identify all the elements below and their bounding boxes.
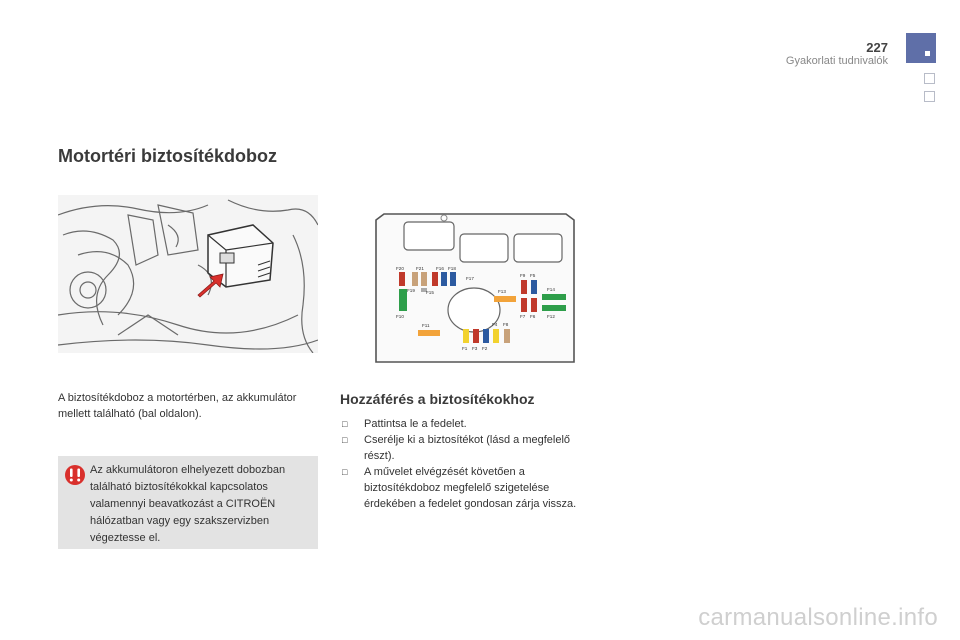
step-text: Cserélje ki a biztosítékot (lásd a megfelelő részt). xyxy=(364,434,571,462)
chapter-title: Gyakorlati tudnivalók xyxy=(785,55,888,67)
step-text: Pattintsa le a fedelet. xyxy=(364,418,467,430)
access-title: Hozzáférés a biztosítékokhoz xyxy=(340,391,535,407)
label-f12: F12 xyxy=(547,314,555,319)
square-bullet-icon: □ xyxy=(342,419,348,429)
fuse-f8 xyxy=(504,329,510,343)
warning-box xyxy=(58,456,318,549)
fuse-f14 xyxy=(542,294,566,300)
engine-bay-photo xyxy=(58,195,318,353)
square-bullet-icon: □ xyxy=(342,435,348,445)
exclamation-icon xyxy=(64,464,86,491)
fuse-f3 xyxy=(473,329,479,343)
fuse-f11 xyxy=(418,330,440,336)
fuse-box-diagram xyxy=(374,212,576,364)
step-text: A művelet elvégzését követően a biztosítékdoboz megfelelő szigetelése érdekében a fedelet gondosan zárja vissza. xyxy=(364,466,577,510)
fuse-f16 xyxy=(432,272,438,286)
step-item xyxy=(340,432,580,464)
label-f21: F21 xyxy=(416,266,424,271)
fuse-f21-b xyxy=(421,272,427,286)
intro-text: A biztosítékdoboz a motortérben, az akkumulátor mellett található (bal oldalon). xyxy=(58,392,297,420)
step-item xyxy=(340,464,580,512)
label-f14: F14 xyxy=(547,287,555,292)
label-f13: F13 xyxy=(498,289,506,294)
label-f2: F2 xyxy=(482,346,488,351)
fuse-f18 xyxy=(441,272,447,286)
warning-text: Az akkumulátoron elhelyezett dobozban található biztosítékokkal kapcsolatos valamennyi beavatkozást a CITROËN hálózatban vagy egy szakszervizben végeztesse el. xyxy=(90,464,286,544)
label-f10: F10 xyxy=(396,314,404,319)
fuse-f5 xyxy=(531,280,537,294)
fuse-f6 xyxy=(531,298,537,312)
label-f17: F17 xyxy=(466,276,474,281)
step-item xyxy=(340,416,580,432)
label-f19: F19 xyxy=(407,288,415,293)
fuse-f18-b xyxy=(450,272,456,286)
nav-square-icon[interactable] xyxy=(924,91,935,102)
fuse-f9 xyxy=(521,280,527,294)
square-bullet-icon: □ xyxy=(342,467,348,477)
fuse-f20 xyxy=(399,272,405,286)
page-number: 227 xyxy=(866,40,888,55)
fuse-f13 xyxy=(494,296,516,302)
access-steps xyxy=(340,416,580,512)
section-title: Motortéri biztosítékdoboz xyxy=(58,146,277,166)
label-f18: F18 xyxy=(448,266,456,271)
fuse-f10 xyxy=(399,289,407,311)
fuse-f21 xyxy=(412,272,418,286)
label-f4: F4 xyxy=(492,322,498,327)
label-f15: F15 xyxy=(426,290,434,295)
label-f16: F16 xyxy=(436,266,444,271)
fuse-f2 xyxy=(483,329,489,343)
watermark: carmanualsonline.info xyxy=(698,604,938,631)
fuse-f12 xyxy=(542,305,566,311)
label-f1: F1 xyxy=(462,346,468,351)
fuse-f7 xyxy=(521,298,527,312)
fuse-f4 xyxy=(493,329,499,343)
label-f5: F5 xyxy=(530,273,536,278)
label-f8: F8 xyxy=(503,322,509,327)
nav-square-icon[interactable] xyxy=(924,73,935,84)
label-f9: F9 xyxy=(520,273,526,278)
label-f20: F20 xyxy=(396,266,404,271)
label-f3: F3 xyxy=(472,346,478,351)
chapter-tab-icon[interactable] xyxy=(906,33,936,63)
label-f7: F7 xyxy=(520,314,526,319)
label-f11: F11 xyxy=(422,323,430,328)
fuse-f1 xyxy=(463,329,469,343)
label-f6: F6 xyxy=(530,314,536,319)
